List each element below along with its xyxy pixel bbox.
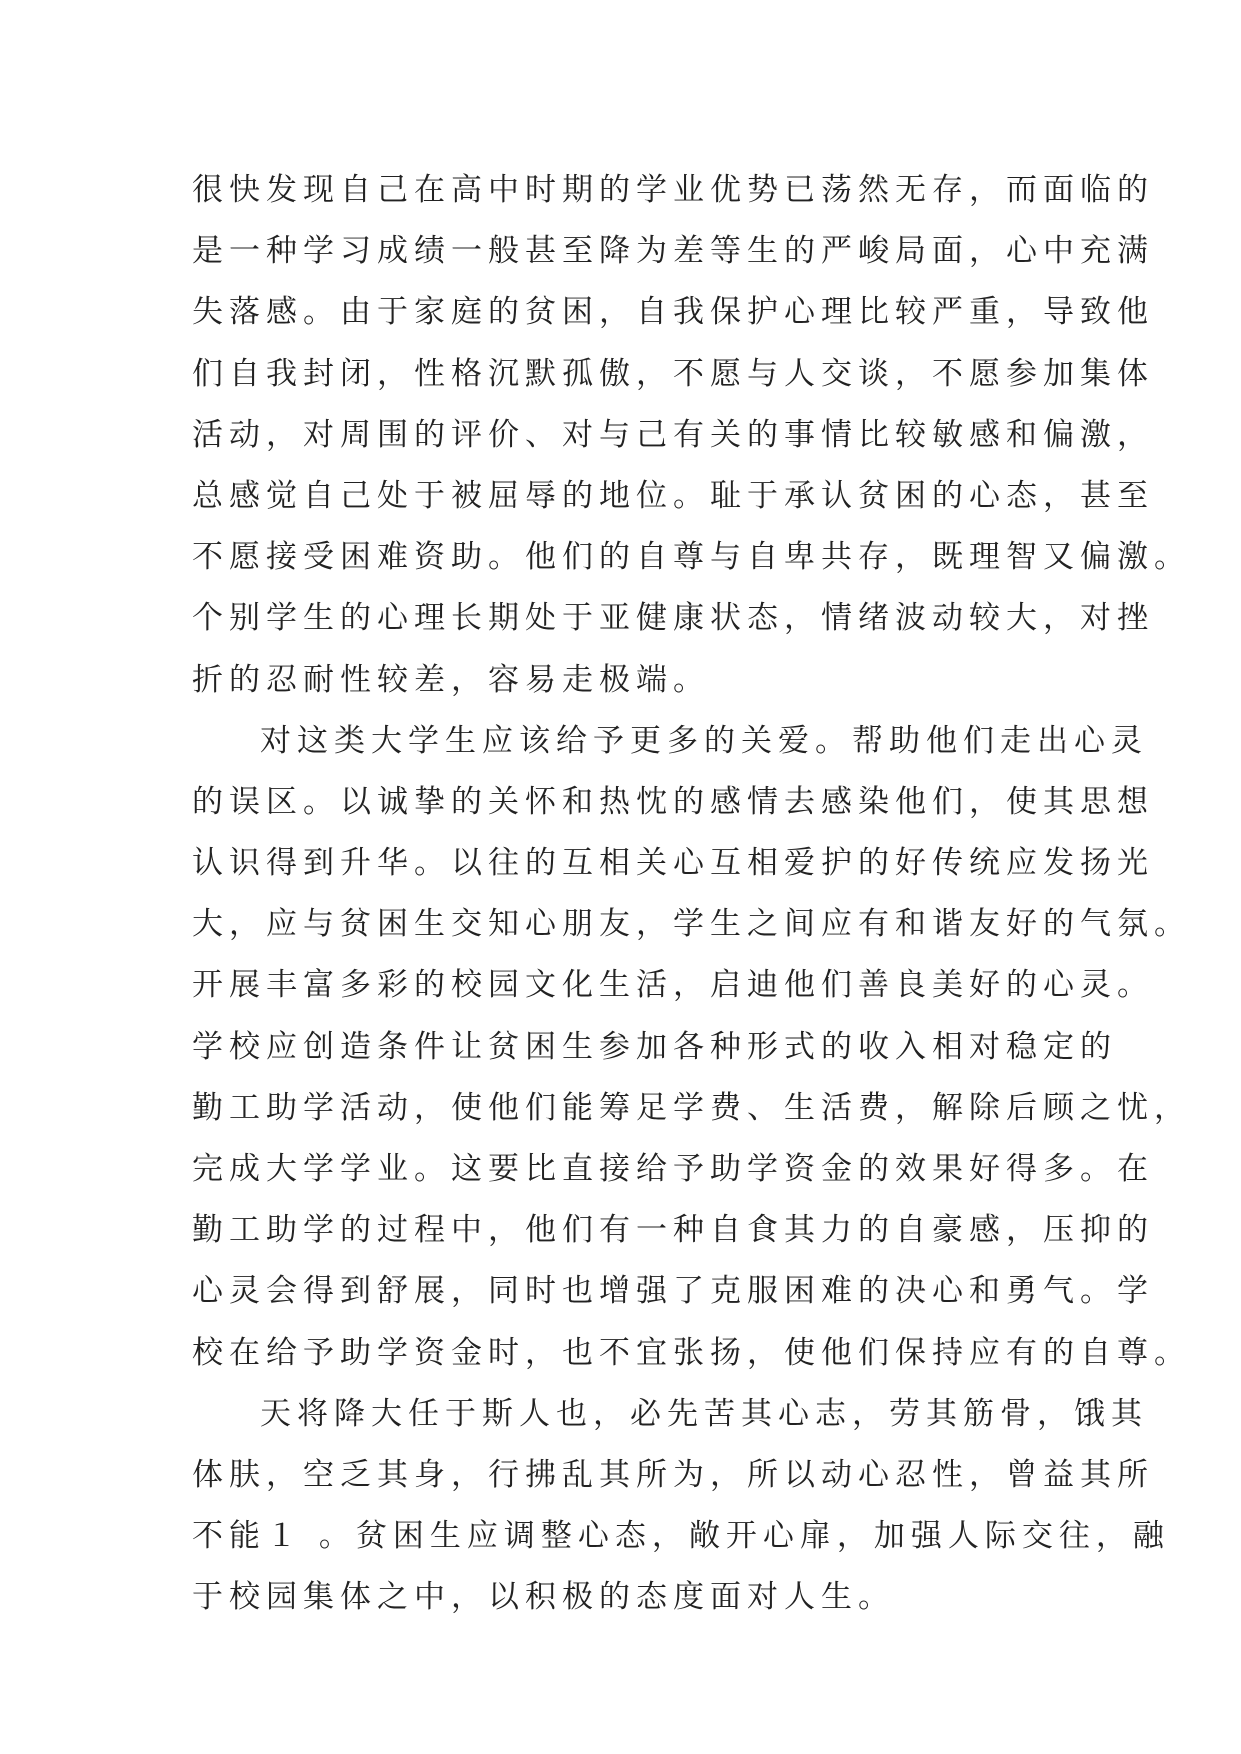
text-line: 天将降大任于斯人也，必先苦其心志，劳其筋骨，饿其	[260, 1395, 1148, 1432]
text-line: 校在给予助学资金时，也不宜张扬，使他们保持应有的自尊。	[192, 1334, 1191, 1371]
text-line: 学校应创造条件让贫困生参加各种形式的收入相对稳定的	[192, 1028, 1117, 1065]
text-line: 完成大学学业。这要比直接给予助学资金的效果好得多。在	[192, 1151, 1154, 1187]
text-line: 折的忍耐性较差，容易走极端。	[192, 661, 710, 698]
text-line: 个别学生的心理长期处于亚健康状态，情绪波动较大，对挫	[192, 600, 1154, 637]
text-line: 开展丰富多彩的校园文化生活，启迪他们善良美好的心灵。	[192, 967, 1154, 1004]
text-line: 体肤，空乏其身，行拂乱其所为，所以动心忍性，曾益其所	[192, 1456, 1154, 1493]
text-line: 不愿接受困难资助。他们的自尊与自卑共存，既理智又偏激。	[192, 539, 1191, 576]
text-line: 总感觉自己处于被屈辱的地位。耻于承认贫困的心态，甚至	[192, 477, 1154, 514]
text-line: 勤工助学活动，使他们能筹足学费、生活费，解除后顾之忧，	[192, 1089, 1191, 1126]
text-line: 不能１ 。贫困生应调整心态，敞开心扉，加强人际交往，融	[192, 1518, 1170, 1555]
text-line: 勤工助学的过程中，他们有一种自食其力的自豪感，压抑的	[192, 1212, 1154, 1249]
text-line: 认识得到升华。以往的互相关心互相爱护的好传统应发扬光	[192, 845, 1154, 882]
text-line: 很快发现自己在高中时期的学业优势已荡然无存，而面临的	[192, 172, 1154, 208]
text-line: 们自我封闭，性格沉默孤傲，不愿与人交谈，不愿参加集体	[192, 355, 1154, 392]
text-line: 于校园集体之中，以积极的态度面对人生。	[192, 1579, 895, 1616]
text-line: 失落感。由于家庭的贫困，自我保护心理比较严重，导致他	[192, 294, 1154, 331]
body-text	[192, 160, 1191, 1629]
text-line: 心灵会得到舒展，同时也增强了克服困难的决心和勇气。学	[192, 1273, 1154, 1310]
text-line: 活动，对周围的评价、对与己有关的事情比较敏感和偏激，	[192, 416, 1154, 453]
text-line: 对这类大学生应该给予更多的关爱。帮助他们走出心灵	[260, 722, 1148, 759]
text-line: 的误区。以诚挚的关怀和热忱的感情去感染他们，使其思想	[192, 783, 1154, 820]
text-line: 大，应与贫困生交知心朋友，学生之间应有和谐友好的气氛。	[192, 906, 1191, 943]
text-line: 是一种学习成绩一般甚至降为差等生的严峻局面，心中充满	[192, 233, 1154, 270]
